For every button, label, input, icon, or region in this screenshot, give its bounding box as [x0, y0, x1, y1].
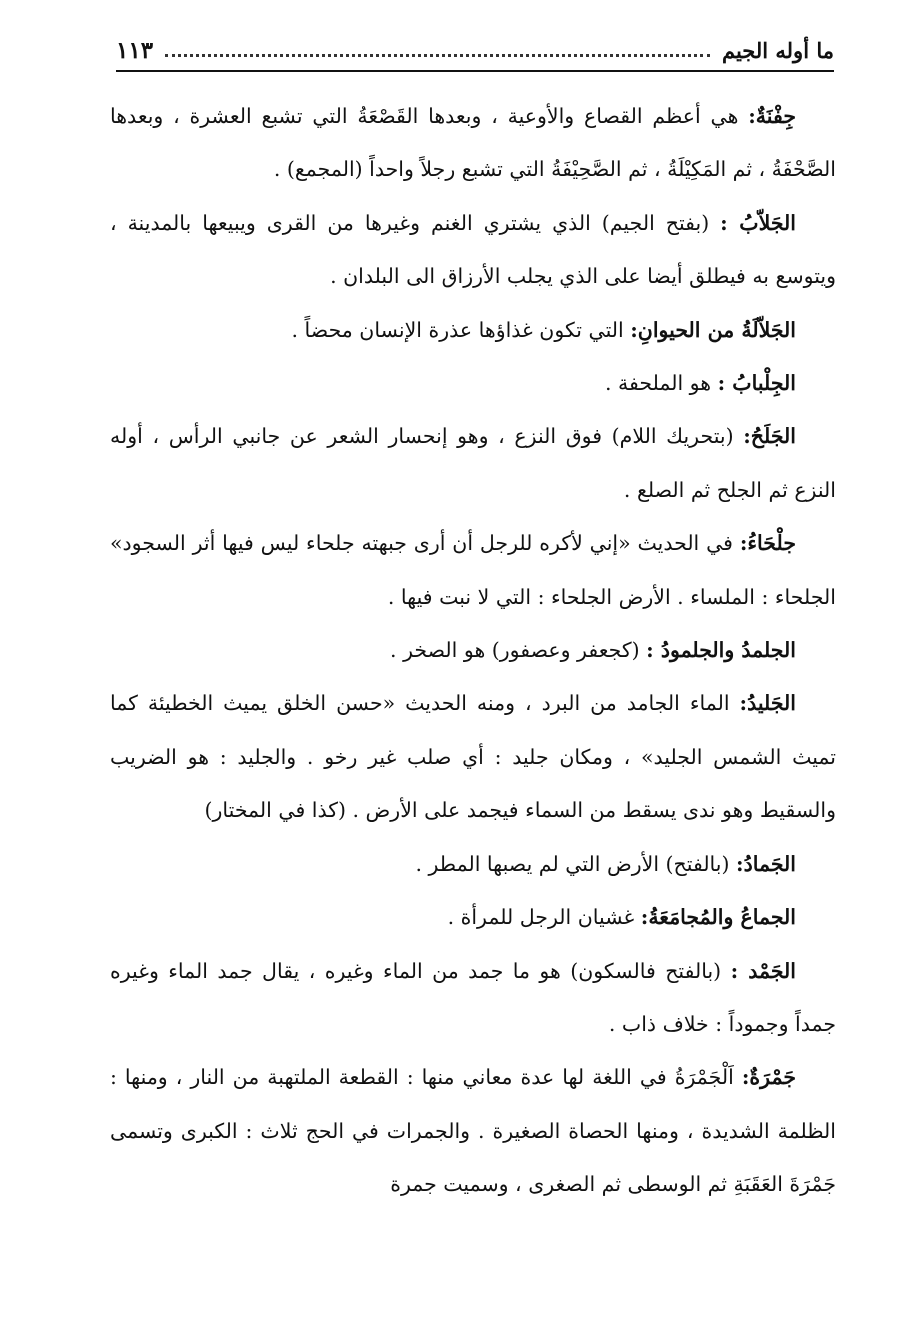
entry-text: في الحديث «إني لأكره للرجل أن أرى جبهته جلحاء ليس فيها أثر السجود» الجلحاء : الملساء . الأرض الجلحاء : التي لا نبت فيها . [110, 531, 836, 609]
entry-jamra [110, 1051, 836, 1211]
entry-jafna [110, 90, 836, 197]
entry-jamd [110, 945, 836, 1052]
entry-jamad [110, 838, 836, 891]
entry-jalah [110, 410, 836, 517]
entry-jalid [110, 677, 836, 837]
entry-text: (كجعفر وعصفور) هو الصخر . [390, 638, 647, 663]
entry-text: التي تكون غذاؤها عذرة الإنسان محضاً . [291, 317, 631, 342]
entry-term: الجِلْبابُ : [717, 371, 796, 396]
entry-jima [110, 891, 836, 944]
entry-text: (بتحريك اللام) فوق النزع ، وهو إنحسار الشعر عن جانبي الرأس ، أوله النزع ثم الجلح ثم الصلع . [110, 424, 836, 502]
entry-text: (بالفتح فالسكون) هو ما جمد من الماء وغيره ، يقال جمد الماء وغيره جمداً وجموداً : خلاف ذاب . [110, 958, 836, 1036]
entry-text: (بالفتح) الأرض التي لم يصبها المطر . [415, 851, 737, 876]
running-header [116, 30, 834, 72]
entry-text: الماء الجامد من البرد ، ومنه الحديث «حسن الخلق يميث الخطيئة كما تميث الشمس الجليد» ، ومكان جليد : أي صلب غير رخو . والجليد : هو الضريب والسقيط وهو ندى يسقط من السماء فيجمد على الأرض . (كذا في المختار) [110, 691, 836, 823]
entry-text: (بفتح الجيم) الذي يشتري الغنم وغيرها من القرى ويبيعها بالمدينة ، ويتوسع به فيطلق أيضا على الذي يجلب الأرزاق الى البلدان . [110, 210, 836, 289]
entry-term: الجَلاّلَةُ من الحيوانِ: [630, 317, 796, 342]
entry-term: الجَمْد : [730, 958, 796, 983]
entry-term: الجَلَحُ: [743, 424, 796, 449]
entry-jallala [110, 304, 836, 357]
entry-jalmad [110, 624, 836, 677]
entry-text: هو الملحفة . [604, 371, 718, 396]
chapter-title: ما أوله الجيم [721, 37, 834, 63]
entry-term: الجلمدُ والجلمودُ : [646, 638, 796, 663]
entry-term: جِفْنَةٌ: [748, 104, 796, 128]
page-number: ١١٣ [116, 36, 154, 64]
entries-body [110, 90, 836, 1212]
entry-term: جلْحَاءُ: [739, 531, 796, 556]
entry-text: غشيان الرجل للمرأة . [447, 905, 641, 930]
entry-jalha [110, 517, 836, 624]
entry-text: اَلْجَمْرَةُ في اللغة لها عدة معاني منها : القطعة الملتهبة من النار ، ومنها : الظلمة الشديدة ، ومنها الحصاة الصغيرة . والجمرات في الحج ثلاث : الكبرى وتسمى جَمْرَةَ العَقَبَةِ ثم الوسطى ثم الصغرى ، وسميت جمرة [110, 1065, 836, 1197]
entry-term: الجماعُ والمُجامَعَةُ: [640, 905, 796, 930]
dotted-leader [165, 54, 710, 57]
entry-term: الجَليدُ: [739, 691, 796, 716]
entry-text: هي أعظم القصاع والأوعية ، وبعدها القَصْعَةُ التي تشبع العشرة ، وبعدها الصَّحْفَةُ ، ثم المَكِيْلَةُ ، ثم الصَّحِيْفَةُ التي تشبع رجلاً واحداً (المجمع) . [110, 104, 836, 182]
entry-term: الجَلاّبُ : [720, 210, 796, 235]
entry-term: الجَمادُ: [736, 851, 796, 876]
entry-term: جَمْرَةٌ: [741, 1065, 796, 1090]
entry-jilbab [110, 357, 836, 410]
entry-jallab [110, 197, 836, 304]
